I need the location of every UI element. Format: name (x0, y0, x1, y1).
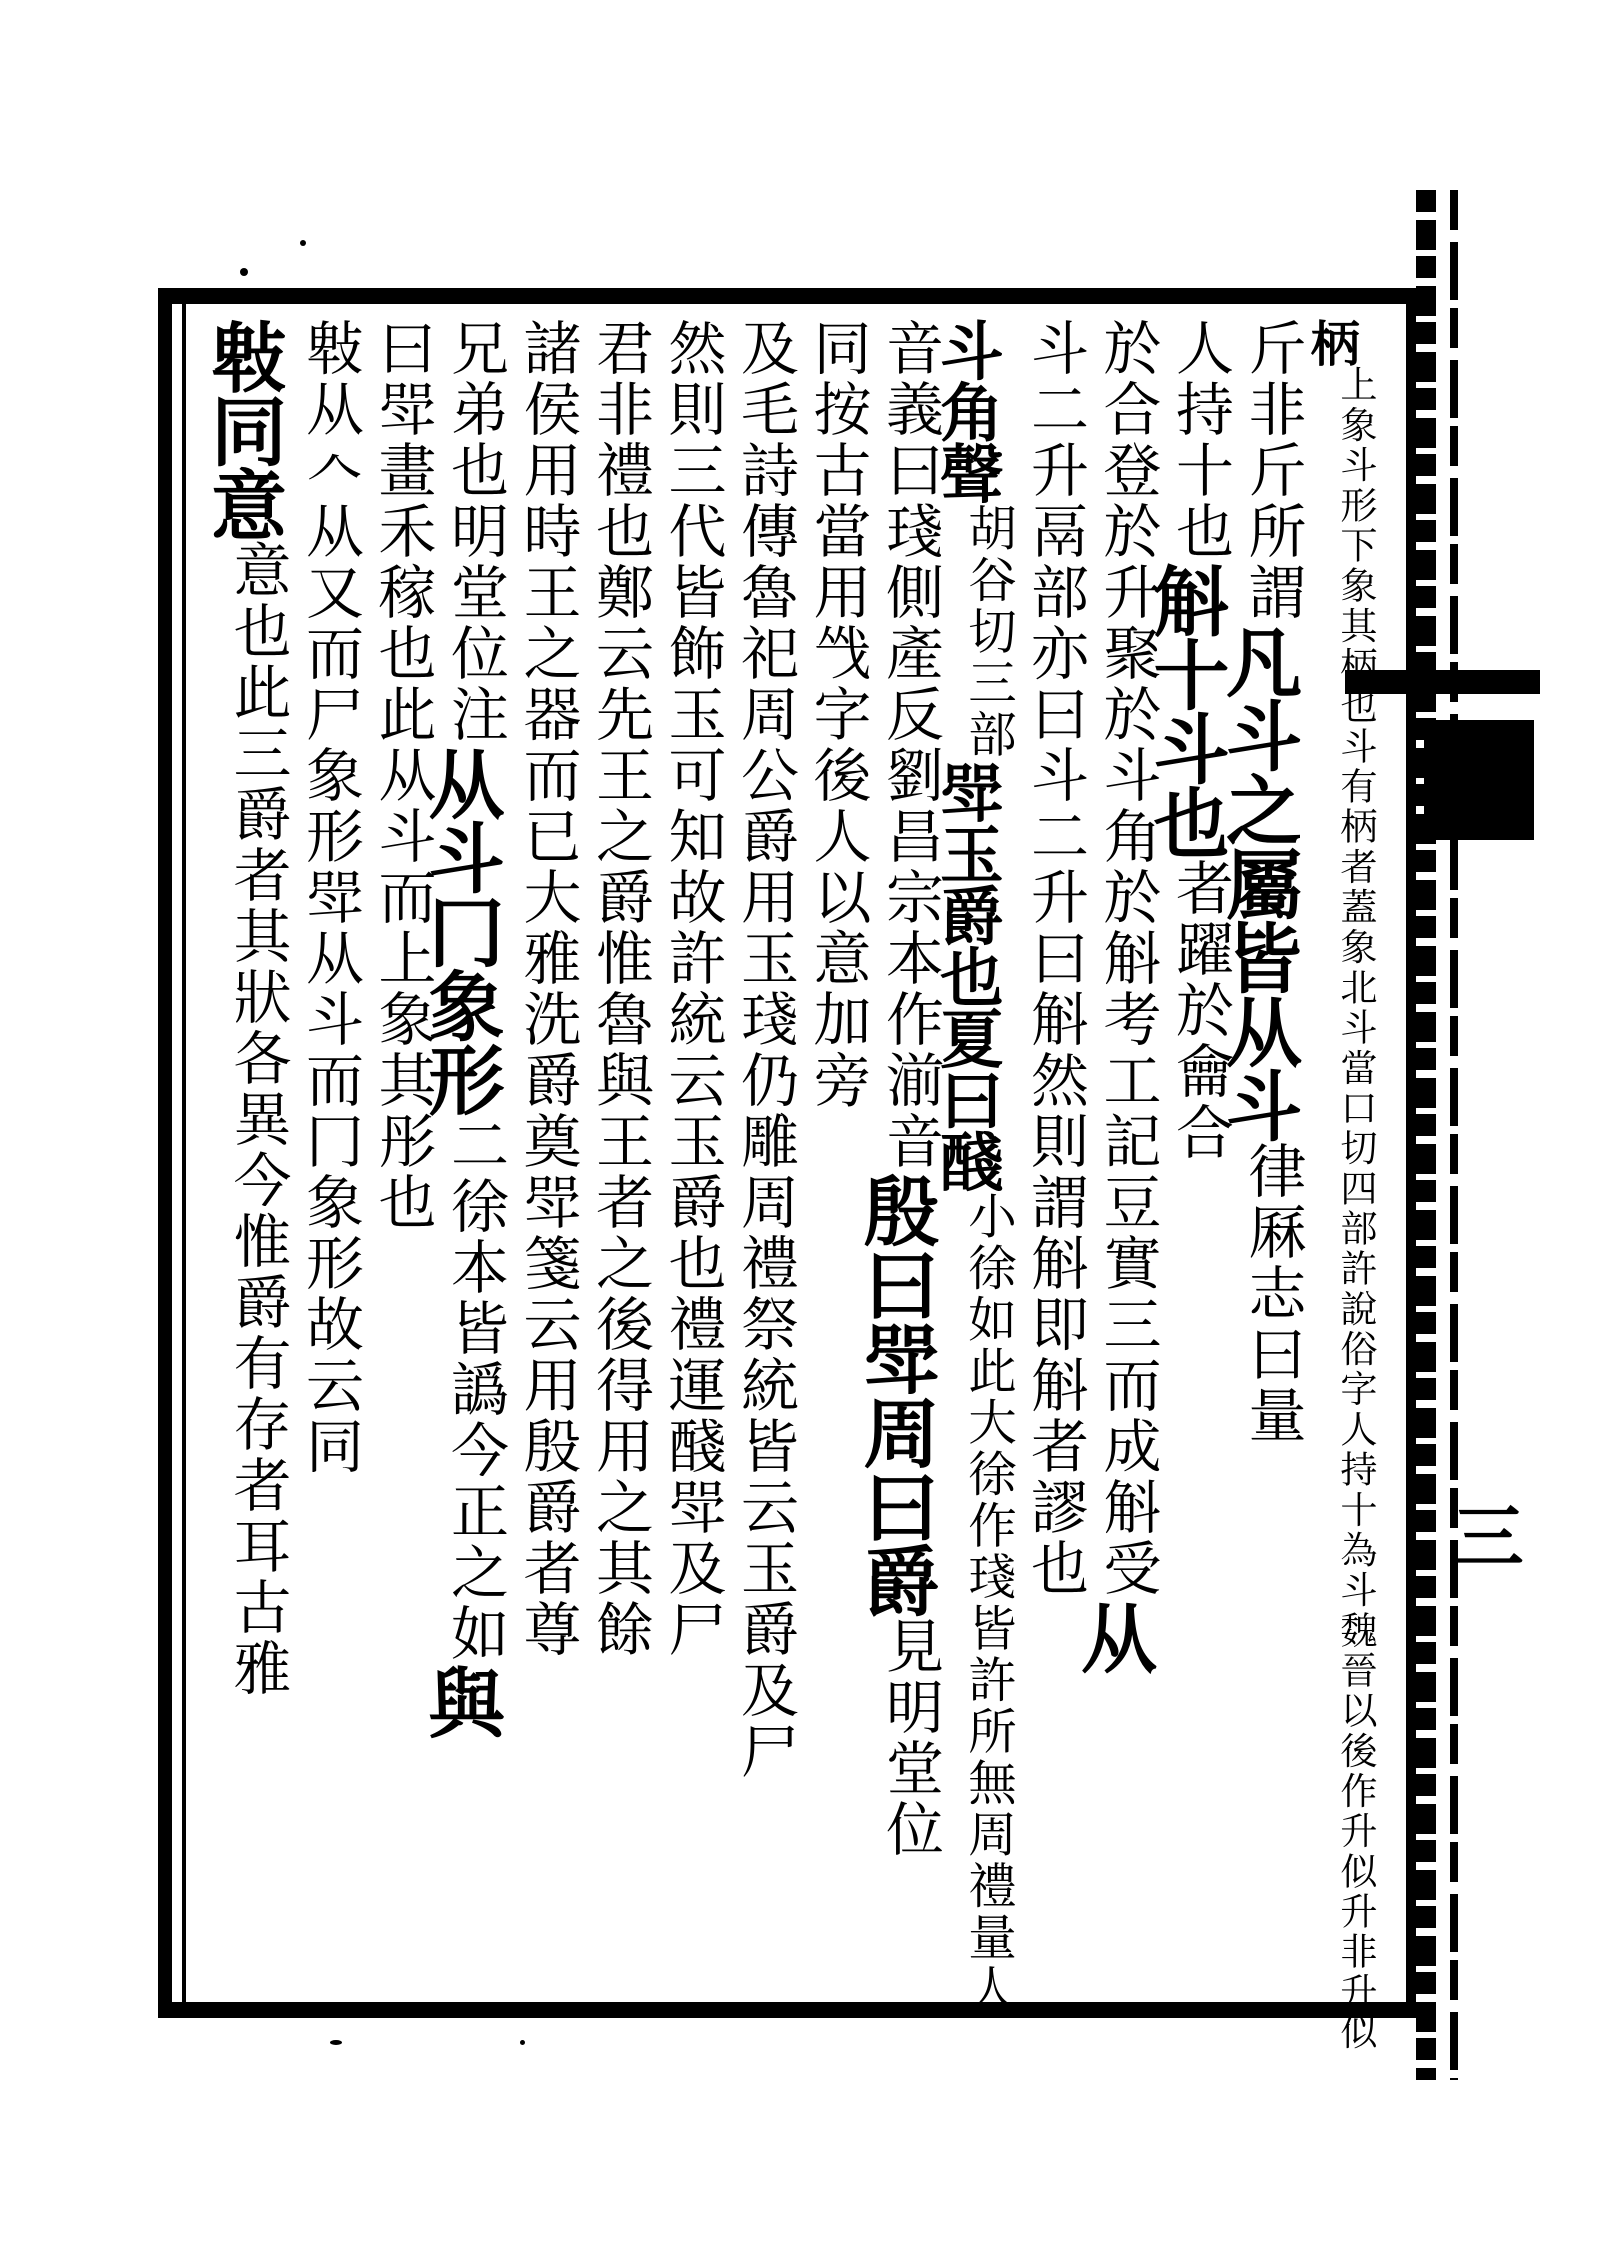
headword-text: 斗角聲 (930, 318, 1006, 503)
commentary-text: 㪏从𠆢从又而尸象形斝从斗而冂象形故云同 (296, 318, 364, 1477)
headword-text: 殷曰斝周曰爵 (851, 1172, 940, 1616)
commentary-text: 者躍於龠合 (1166, 858, 1234, 1163)
commentary-text: 同按古當用㦰字後人以意加旁 (803, 318, 872, 1111)
headword-text: 凡斗之屬皆从斗 (1213, 623, 1303, 1141)
commentary-text: 斤非斤所謂 (1238, 318, 1307, 623)
ink-speck (300, 240, 306, 246)
headword-text: 斝玉爵也夏曰醆 (930, 760, 1006, 1192)
commentary-text: 上象斗形下象其柄也斗有柄者蓋象北斗當口切四部許說俗字人持十為斗魏晉以後作升似升非升似 (1334, 364, 1378, 2053)
commentary-text: 曰斝畫禾稼也 (368, 318, 437, 684)
headword-text: 从斗冂象形 (416, 745, 505, 1115)
headword-text: 斛十斗也 (1141, 562, 1230, 858)
headword-text: 柄 (1302, 318, 1360, 365)
commentary-text: 人持十也 (1166, 318, 1234, 562)
frame-inner-rule (182, 304, 186, 2004)
page-edge-strip-right (1450, 190, 1458, 2080)
commentary-text: 音義曰琖側產反劉昌宗本作湔音 (876, 318, 944, 1172)
fold-marker-block (1424, 720, 1534, 840)
commentary-text: 諸侯用時王之器而已大雅洗爵奠斝箋云用殷爵者尊 (513, 318, 582, 1660)
commentary-text: 小徐如此大徐作琖皆許所無周禮量人 (959, 1191, 1016, 2016)
page-number-mark: 三 (1442, 1500, 1525, 1570)
commentary-text: 君非禮也鄭云先王之爵惟魯與王者之後得用之其餘 (586, 318, 654, 1660)
text-column (197, 318, 292, 2008)
commentary-text: 胡谷切三部 (959, 502, 1016, 761)
commentary-text: 兄弟也明堂位注 (441, 318, 509, 745)
ink-speck (330, 2040, 342, 2045)
commentary-text: 於合登於升聚於斗角於斛考工記豆實三而成斛受 (1093, 318, 1162, 1599)
commentary-text: 見明堂位 (876, 1616, 944, 1860)
commentary-text: 律厤志曰量 (1238, 1141, 1307, 1446)
commentary-text: 此从斗而上象其彤也 (368, 684, 437, 1233)
commentary-text: 二徐本皆譌今正之如 (441, 1115, 509, 1664)
page-edge-strip (1416, 190, 1436, 2080)
ink-speck (520, 2040, 525, 2045)
commentary-text: 然則三代皆飾玉可知故許統云玉爵也禮運醆斝及尸 (658, 318, 727, 1660)
commentary-text: 意也此三爵者其狀各異今惟爵有存者耳古雅 (223, 540, 292, 1699)
headword-text: 與 (416, 1664, 505, 1738)
commentary-text: 斗二升鬲部亦曰斗二升曰斛然則謂斛即斛者謬也 (1021, 318, 1089, 1599)
headword-text: 㪏同意 (198, 318, 288, 540)
ink-speck (240, 268, 248, 276)
headword-text: 从 (1068, 1599, 1158, 1673)
commentary-text: 及毛詩傳魯祀周公爵用玉琖仍雕周禮祭統皆云玉爵及尸 (731, 318, 799, 1782)
